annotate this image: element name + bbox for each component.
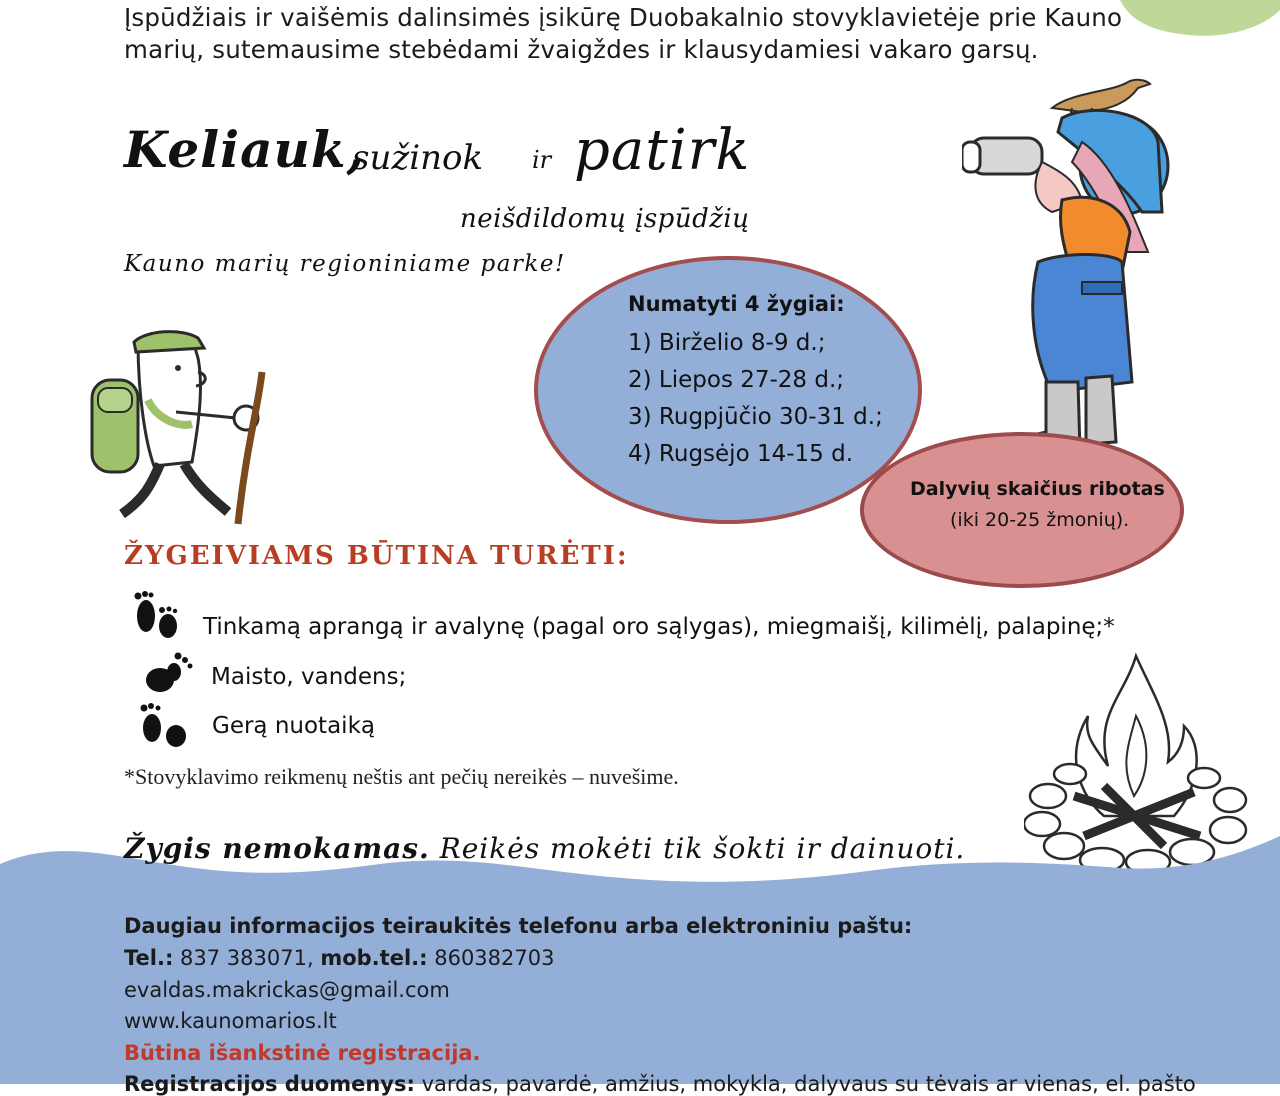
intro-line-2: marių, sutemausime stebėdami žvaigždes ir klausydamiesi vakaro garsų. [124,35,1039,64]
limit-title: Dalyvių skaičius ribotas [910,478,1165,500]
need-item: Tinkamą aprangą ir avalynę (pagal oro sąlygas), miegmaišį, kilimėlį, palapinę;* [203,614,1115,640]
trip-item: 2) Liepos 27-28 d.; [628,367,845,393]
free-trip-bold: Žygis nemokamas. [124,832,430,865]
contact-phone-line [124,946,554,970]
need-item: Maisto, vandens; [211,664,407,690]
tel-label: Tel.: [124,946,174,970]
registration-data-label: Registracijos duomenys: [124,1072,415,1096]
intro-line-1: Įspūdžiais ir vaišėmis dalinsimės įsikūrę Duobakalnio stovyklavietėje prie Kauno [124,3,1123,32]
free-trip-rest: Reikės mokėti tik šokti ir dainuoti. [439,832,966,865]
headline-subtitle: neišdildomų įspūdžių [460,204,750,234]
hiker-illustration [86,328,276,528]
footprint-icon [134,700,192,750]
headline-suzinok: sužinok [352,138,484,178]
registration-data-value: vardas, pavardė, amžius, mokykla, dalyvaus su tėvais ar vienas, el. pašto [421,1072,1196,1096]
needs-heading: ŽYGEIVIAMS BŪTINA TURĖTI: [124,541,629,571]
mob-label: mob.tel.: [320,946,428,970]
registration-required: Būtina išankstinė registracija. [124,1041,481,1065]
registration-data-line [124,1072,1196,1096]
footprint-icon [128,586,184,642]
trips-title: Numatyti 4 žygiai: [628,292,845,316]
girl-binoculars-illustration [962,62,1172,462]
contact-website[interactable]: www.kaunomarios.lt [124,1009,337,1033]
footprint-icon [140,646,196,698]
limit-note: (iki 20-25 žmonių). [950,509,1130,531]
trip-item: 3) Rugpjūčio 30-31 d.; [628,404,883,430]
contact-email[interactable]: evaldas.makrickas@gmail.com [124,978,450,1002]
trip-item: 1) Birželio 8-9 d.; [628,330,826,356]
headline-park: Kauno marių regioniniame parke! [124,251,566,277]
headline-patirk: patirk [574,118,751,183]
tel-value: 837 383071, [180,946,314,970]
needs-footnote: *Stovyklavimo reikmenų neštis ant pečių nereikės – nuvešime. [124,764,679,789]
free-trip-line [124,832,965,865]
need-item: Gerą nuotaiką [212,713,375,739]
contact-heading: Daugiau informacijos teiraukitės telefonu arba elektroniniu paštu: [124,914,913,938]
headline-ir: ir [532,146,552,174]
trip-item: 4) Rugsėjo 14-15 d. [628,441,854,467]
headline-keliauk: Keliauk, [124,120,365,179]
mob-value: 860382703 [434,946,555,970]
intro-paragraph [124,2,1156,66]
